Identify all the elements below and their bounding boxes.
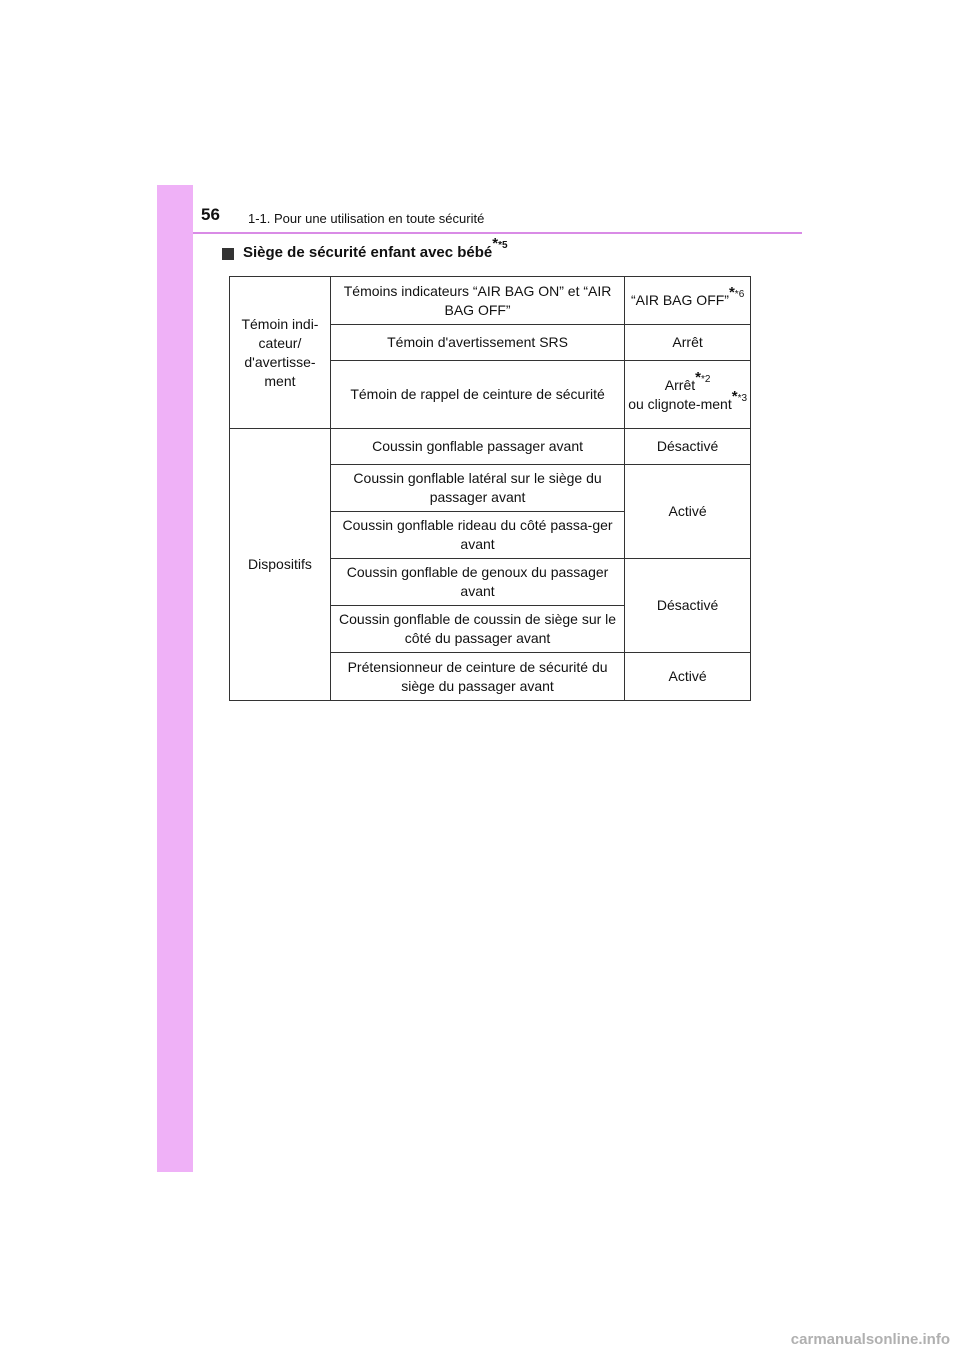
row-state: Activé [625, 653, 751, 701]
row-state: “AIR BAG OFF”$^{**6}$ [625, 277, 751, 325]
section-title: 1-1. Pour une utilisation en toute sécurité [248, 211, 485, 226]
state-note: **3 [731, 387, 748, 405]
row-item: Témoins indicateurs “AIR BAG ON” et “AIR BAG OFF” [330, 277, 624, 325]
table-row [230, 429, 751, 465]
airbag-status-table [229, 276, 751, 701]
row-item: Témoin de rappel de ceinture de sécurité [330, 361, 624, 429]
row-item: Coussin gonflable passager avant [330, 429, 624, 465]
row-item: Coussin gonflable de coussin de siège sur le côté du passager avant [330, 606, 624, 653]
row-state: Activé [625, 465, 751, 559]
page-number: 56 [201, 205, 220, 224]
row-item: Prétensionneur de ceinture de sécurité du siège du passager avant [330, 653, 624, 701]
heading-note: **5 [492, 235, 508, 252]
indicators-label: Témoin indi-cateur/ d'avertisse-ment [230, 277, 331, 429]
heading [222, 235, 508, 261]
state-note: **2 [695, 368, 711, 386]
row-item: Témoin d'avertissement SRS [330, 325, 624, 361]
watermark: carmanualsonline.info [790, 1331, 950, 1348]
state-note: **6 [728, 284, 745, 301]
row-state: Arrêt [625, 325, 751, 361]
heading-text: Siège de sécurité enfant avec bébé [243, 244, 493, 261]
row-item: Coussin gonflable rideau du côté passa-ger avant [330, 512, 624, 559]
devices-label: Dispositifs [230, 429, 331, 701]
row-item: Coussin gonflable latéral sur le siège du passager avant [330, 465, 624, 512]
table-row [230, 277, 751, 325]
row-item: Coussin gonflable de genoux du passager avant [330, 559, 624, 606]
row-state: Arrêt$^{**2}$ ou clignote-ment$^{**3}$ [625, 361, 751, 429]
square-bullet-icon [222, 248, 234, 260]
row-state: Désactivé [625, 429, 751, 465]
side-tab [157, 185, 193, 1172]
header-rule [193, 232, 802, 234]
row-state: Désactivé [625, 559, 751, 653]
